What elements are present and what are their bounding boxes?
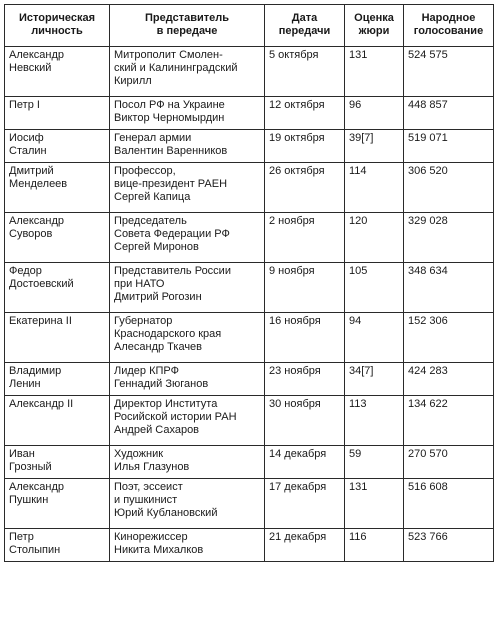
cell-person: Федор Достоевский bbox=[5, 263, 110, 313]
cell-person: Александр Невский bbox=[5, 47, 110, 97]
cell-jury-score: 116 bbox=[345, 529, 404, 562]
header-person: Историческая личность bbox=[5, 5, 110, 47]
cell-public-vote: 516 608 bbox=[404, 479, 494, 529]
cell-representative: Представитель России при НАТО Дмитрий Рогозин bbox=[110, 263, 265, 313]
cell-jury-score: 96 bbox=[345, 97, 404, 130]
table-row bbox=[5, 529, 494, 562]
cell-person: Александр Пушкин bbox=[5, 479, 110, 529]
cell-date: 12 октября bbox=[265, 97, 345, 130]
cell-public-vote: 523 766 bbox=[404, 529, 494, 562]
cell-public-vote: 348 634 bbox=[404, 263, 494, 313]
table-row bbox=[5, 163, 494, 213]
table-row bbox=[5, 313, 494, 363]
cell-date: 26 октября bbox=[265, 163, 345, 213]
cell-representative: Поэт, эссеист и пушкинист Юрий Кублановский bbox=[110, 479, 265, 529]
results-table bbox=[4, 4, 494, 562]
table-row bbox=[5, 363, 494, 396]
cell-public-vote: 424 283 bbox=[404, 363, 494, 396]
table-row bbox=[5, 130, 494, 163]
cell-representative: Губернатор Краснодарского края Алесандр Ткачев bbox=[110, 313, 265, 363]
cell-public-vote: 519 071 bbox=[404, 130, 494, 163]
cell-jury-score: 131 bbox=[345, 479, 404, 529]
cell-representative: Профессор, вице-президент РАЕН Сергей Капица bbox=[110, 163, 265, 213]
table-body bbox=[5, 47, 494, 562]
cell-jury-score: 34[7] bbox=[345, 363, 404, 396]
cell-date: 19 октября bbox=[265, 130, 345, 163]
cell-jury-score: 120 bbox=[345, 213, 404, 263]
cell-representative: Художник Илья Глазунов bbox=[110, 446, 265, 479]
cell-person: Александр Суворов bbox=[5, 213, 110, 263]
header-row bbox=[5, 5, 494, 47]
cell-representative: Лидер КПРФ Геннадий Зюганов bbox=[110, 363, 265, 396]
cell-person: Дмитрий Менделеев bbox=[5, 163, 110, 213]
cell-public-vote: 270 570 bbox=[404, 446, 494, 479]
cell-date: 14 декабря bbox=[265, 446, 345, 479]
table-row bbox=[5, 47, 494, 97]
header-jury-score: Оценка жюри bbox=[345, 5, 404, 47]
table-row bbox=[5, 263, 494, 313]
table-row bbox=[5, 396, 494, 446]
cell-date: 21 декабря bbox=[265, 529, 345, 562]
cell-representative: Председатель Совета Федерации РФ Сергей Миронов bbox=[110, 213, 265, 263]
cell-person: Екатерина II bbox=[5, 313, 110, 363]
cell-date: 5 октября bbox=[265, 47, 345, 97]
cell-date: 16 ноября bbox=[265, 313, 345, 363]
cell-jury-score: 113 bbox=[345, 396, 404, 446]
cell-person: Владимир Ленин bbox=[5, 363, 110, 396]
cell-person: Петр I bbox=[5, 97, 110, 130]
table-row bbox=[5, 213, 494, 263]
header-representative: Представитель в передаче bbox=[110, 5, 265, 47]
cell-representative: Генерал армии Валентин Варенников bbox=[110, 130, 265, 163]
cell-jury-score: 105 bbox=[345, 263, 404, 313]
cell-person: Петр Столыпин bbox=[5, 529, 110, 562]
cell-person: Иван Грозный bbox=[5, 446, 110, 479]
cell-date: 23 ноября bbox=[265, 363, 345, 396]
header-public-vote: Народное голосование bbox=[404, 5, 494, 47]
table-row bbox=[5, 479, 494, 529]
table-row bbox=[5, 446, 494, 479]
cell-representative: Посол РФ на Украине Виктор Черномырдин bbox=[110, 97, 265, 130]
cell-public-vote: 448 857 bbox=[404, 97, 494, 130]
cell-public-vote: 134 622 bbox=[404, 396, 494, 446]
table-row bbox=[5, 97, 494, 130]
cell-person: Александр II bbox=[5, 396, 110, 446]
cell-public-vote: 329 028 bbox=[404, 213, 494, 263]
cell-jury-score: 131 bbox=[345, 47, 404, 97]
cell-representative: Директор Института Росийской истории РАН Андрей Сахаров bbox=[110, 396, 265, 446]
cell-public-vote: 152 306 bbox=[404, 313, 494, 363]
cell-public-vote: 306 520 bbox=[404, 163, 494, 213]
cell-public-vote: 524 575 bbox=[404, 47, 494, 97]
header-date: Дата передачи bbox=[265, 5, 345, 47]
cell-jury-score: 114 bbox=[345, 163, 404, 213]
cell-jury-score: 94 bbox=[345, 313, 404, 363]
cell-jury-score: 59 bbox=[345, 446, 404, 479]
cell-representative: Митрополит Смолен- ский и Калининградский Кирилл bbox=[110, 47, 265, 97]
cell-date: 30 ноября bbox=[265, 396, 345, 446]
cell-representative: Кинорежиссер Никита Михалков bbox=[110, 529, 265, 562]
cell-date: 9 ноября bbox=[265, 263, 345, 313]
cell-date: 2 ноября bbox=[265, 213, 345, 263]
cell-person: Иосиф Сталин bbox=[5, 130, 110, 163]
cell-date: 17 декабря bbox=[265, 479, 345, 529]
cell-jury-score: 39[7] bbox=[345, 130, 404, 163]
